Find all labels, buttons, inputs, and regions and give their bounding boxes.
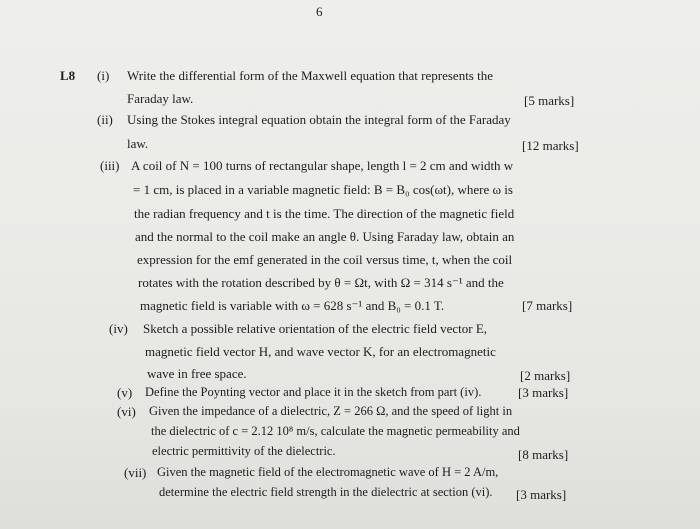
question-line: rotates with the rotation described by θ = Ωt, with Ω = 314 s⁻¹ and the [138,275,504,290]
marks-label: [3 marks] [516,487,567,502]
part-label: (iii) [100,158,120,173]
part-label: (vi) [117,404,136,419]
question-line: Given the magnetic field of the electromagnetic wave of H = 2 A/m, [157,465,499,479]
part-label: (vii) [124,465,147,480]
part-label: (v) [117,385,133,400]
question-line: Define the Poynting vector and place it in the sketch from part (iv). [145,385,482,399]
part-label: (i) [97,68,110,83]
marks-label: [5 marks] [524,93,575,108]
marks-label: [12 marks] [522,138,579,153]
question-line: A coil of N = 100 turns of rectangular shape, length l = 2 cm and width w [131,158,514,173]
marks-label: [2 marks] [520,368,571,383]
question-line: magnetic field vector H, and wave vector K, for an electromagnetic [145,344,496,359]
question-line: Using the Stokes integral equation obtain the integral form of the Faraday [127,112,511,127]
question-line: magnetic field is variable with ω = 628 s⁻¹ and B₀ = 0.1 T. [140,298,445,313]
page-number: 6 [316,4,323,19]
question-number: L8 [60,68,76,83]
part-label: (ii) [97,112,113,127]
question-line: the radian frequency and t is the time. The direction of the magnetic field [134,206,515,221]
question-line: expression for the emf generated in the coil versus time, t, when the coil [137,252,513,267]
marks-label: [7 marks] [522,298,573,313]
question-line: Sketch a possible relative orientation of the electric field vector E, [143,321,488,336]
question-line: wave in free space. [147,366,247,381]
question-line: Given the impedance of a dielectric, Z = 266 Ω, and the speed of light in [149,404,513,418]
question-line: = 1 cm, is placed in a variable magnetic field: B = B₀ cos(ωt), where ω is [133,182,513,197]
question-line: Faraday law. [127,91,194,106]
question-line: law. [127,136,149,151]
question-line: electric permittivity of the dielectric. [152,444,336,458]
question-line: determine the electric field strength in the dielectric at section (vi). [159,485,493,499]
part-label: (iv) [109,321,128,336]
marks-label: [8 marks] [518,447,569,462]
marks-label: [3 marks] [518,385,569,400]
question-line: and the normal to the coil make an angle θ. Using Faraday law, obtain an [135,229,515,244]
question-line: Write the differential form of the Maxwell equation that represents the [127,68,493,83]
question-line: the dielectric of c = 2.12 10⁸ m/s, calculate the magnetic permeability and [151,424,520,438]
